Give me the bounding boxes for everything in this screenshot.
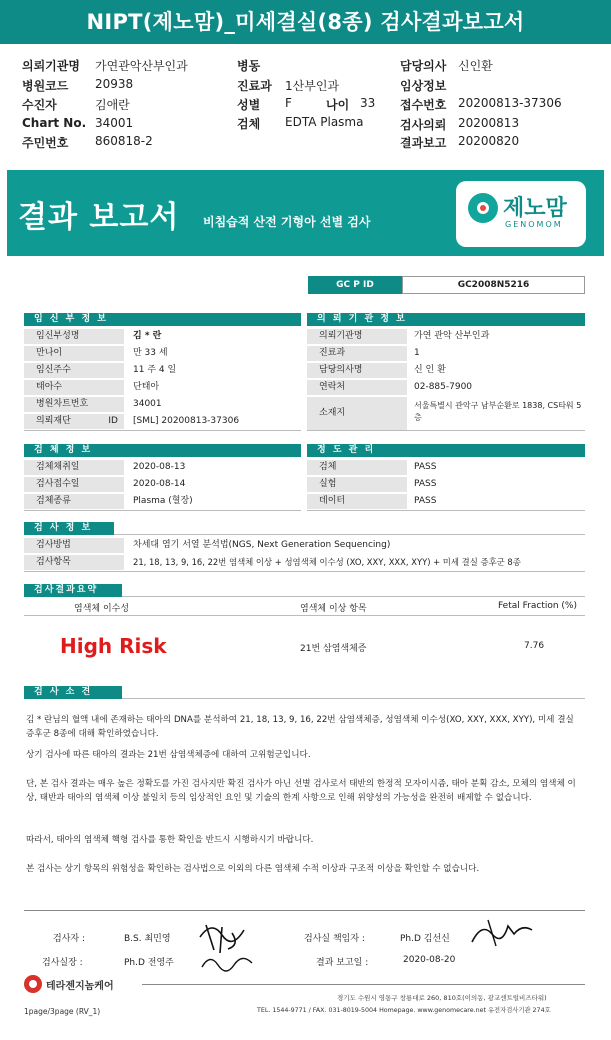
- receipt-no-value: 20200813-37306: [458, 96, 562, 110]
- row-value: 21, 18, 13, 9, 16, 22번 염색체 이상 + 성염색체 이수성 (XO, XXY, XXX, XYY) + 미세 결실 증후군 8종: [133, 557, 521, 567]
- result-item: 21번 삼염색체증: [300, 644, 367, 654]
- row-value: 가연 관악 산부인과: [414, 331, 490, 341]
- chart-no-label: Chart No.: [22, 116, 87, 130]
- department-label: 진료과: [237, 79, 272, 93]
- row-label: 실험: [307, 477, 407, 492]
- report-date-value: 20200820: [458, 134, 520, 148]
- row-value: [SML] 20200813-37306: [133, 416, 240, 426]
- patient-value: 김애란: [95, 98, 130, 112]
- logo-name: 제노맘: [503, 196, 567, 221]
- lab-head-name: Ph.D 전영주: [124, 958, 174, 968]
- tester-label: 검사자 :: [53, 934, 85, 944]
- qc-section-header: 정 도 관 리: [307, 444, 585, 457]
- row-label: 검사방법: [24, 538, 124, 553]
- logo-en: GENOMOM: [505, 220, 563, 229]
- specimen-section-header: 검 체 정 보: [24, 444, 301, 457]
- hospital-name-value: 가연관악산부인과: [95, 59, 188, 73]
- responsible-label: 검사실 책임자 :: [304, 934, 365, 944]
- row-value: 1: [414, 348, 420, 358]
- page-title: NIPT(제노맘)_미세결실(8종) 검사결과보고서: [0, 0, 611, 44]
- row-label: 검사항목: [24, 555, 124, 570]
- banner-title: 결과 보고서: [18, 200, 180, 235]
- finding-paragraph: 김 * 란님의 혈액 내에 존재하는 태아의 DNA를 분석하여 21, 18, 13, 9, 16, 22번 삼염색체증, 성염색체 이수성(XO, XXY, XXX, XYY), 미세 결실 증후군 8종에 대해 확인하였습니다.: [26, 715, 574, 739]
- summary-section-header: 검사결과요약: [24, 584, 122, 597]
- banner-subtitle: 비침습적 산전 기형아 선별 검사: [203, 215, 371, 229]
- age-value: 33: [360, 96, 376, 110]
- findings-section-header: 검 사 소 견: [24, 686, 122, 699]
- fetal-fraction: 7.76: [524, 641, 545, 651]
- hospital-code-value: 20938: [95, 77, 134, 91]
- responsible-name: Ph.D 김선신: [400, 934, 450, 944]
- row-label: 태아수: [24, 380, 124, 395]
- sex-label: 성별: [237, 98, 261, 112]
- row-label: 검체채취일: [24, 460, 124, 475]
- patient-section-header: 임 신 부 정 보: [24, 313, 301, 326]
- summary-col-header: 염색체 이상 항목: [300, 604, 367, 614]
- id-number-value: 860818-2: [95, 134, 153, 148]
- id-number-label: 주민번호: [22, 136, 69, 150]
- receipt-no-label: 접수번호: [400, 98, 447, 112]
- specimen-value: EDTA Plasma: [285, 115, 364, 129]
- ward-label: 병동: [237, 59, 261, 73]
- row-value: 차세대 염기 서열 분석법(NGS, Next Generation Sequencing): [133, 540, 391, 550]
- row-label: 임신주수: [24, 363, 124, 378]
- finding-paragraph: 따라서, 태아의 염색체 핵형 검사를 통한 확인을 반드시 시행하시기 바랍니다.: [26, 835, 314, 845]
- summary-col-header: Fetal Fraction (%): [498, 601, 577, 611]
- signature-responsible: [468, 912, 538, 952]
- row-label: 의뢰기관명: [307, 329, 407, 344]
- patient-label: 수진자: [22, 98, 57, 112]
- row-label: 의뢰재단 ID: [24, 414, 124, 429]
- company-address: 경기도 수원시 영통구 창룡대로 260, 810호(이의동, 광교센트럴비즈타워): [337, 994, 547, 1002]
- row-label: 검체: [307, 460, 407, 475]
- company-contact: TEL. 1544-9771 / FAX. 031-8019-5004 Homepage. www.genomecare.net 유전자검사기관 274호: [257, 1007, 551, 1014]
- row-value: 2020-08-13: [133, 462, 186, 472]
- hospital-code-label: 병원코드: [22, 79, 69, 93]
- institution-section-header: 의 뢰 기 관 정 보: [307, 313, 585, 326]
- row-value: 신 인 환: [414, 365, 446, 375]
- row-label: 진료과: [307, 346, 407, 361]
- signature-tester: [192, 915, 262, 975]
- finding-paragraph: 상기 검사에 따른 태아의 결과는 21번 삼염색체증에 대하여 고위험군입니다.: [26, 750, 311, 760]
- finding-paragraph: 단, 본 검사 결과는 매우 높은 정확도를 가진 검사지만 확진 검사가 아닌 선별 검사로서 태반의 한정적 모자이시즘, 태아 분획 감소, 모체의 염색체 이상, 태반과 태아의 염색체 이상 불일치 등의 임상적인 요인 및 기술의 한계 사항으로 인해 위양성의 가능성을 완전히 배제할 수 없습니다.: [26, 779, 576, 803]
- row-label: 검체종류: [24, 494, 124, 509]
- result-badge: High Risk: [60, 634, 167, 658]
- request-date-value: 20200813: [458, 116, 520, 130]
- sex-value: F: [285, 96, 292, 110]
- report-date-value: 2020-08-20: [403, 955, 456, 965]
- row-value: PASS: [414, 462, 437, 472]
- row-value: 서울특별시 관악구 남부순환로 1838, CS타워 5층: [414, 401, 582, 422]
- hospital-name-label: 의뢰기관명: [22, 59, 80, 73]
- report-date-label: 결과보고: [400, 136, 447, 150]
- lab-head-label: 검사실장 :: [42, 958, 83, 968]
- department-value: 1산부인과: [285, 79, 340, 93]
- row-value: 김 * 란: [133, 331, 162, 341]
- row-label: 만나이: [24, 346, 124, 361]
- row-value: PASS: [414, 496, 437, 506]
- doctor-value: 신인환: [458, 59, 493, 73]
- row-value: 11 주 4 일: [133, 365, 177, 375]
- gc-pid-label: GC P ID: [308, 276, 402, 294]
- row-value: 02-885-7900: [414, 382, 473, 392]
- summary-col-header: 염색체 이수성: [74, 604, 130, 614]
- row-label: 검사접수일: [24, 477, 124, 492]
- row-label: 소재지: [307, 397, 407, 430]
- test-section-header: 검 사 정 보: [24, 522, 114, 535]
- page-number: 1page/3page (RV_1): [24, 1007, 101, 1016]
- specimen-label: 검체: [237, 117, 261, 131]
- report-date-label: 결과 보고일 :: [316, 958, 369, 968]
- row-value: 34001: [133, 399, 162, 409]
- row-label: 임신부성명: [24, 329, 124, 344]
- row-label: 병원차트번호: [24, 397, 124, 412]
- row-value: 단태아: [133, 382, 160, 392]
- row-label: 담당의사명: [307, 363, 407, 378]
- row-value: Plasma (혈장): [133, 496, 193, 506]
- row-label: 연락처: [307, 380, 407, 395]
- row-value: 만 33 세: [133, 348, 168, 358]
- clinical-info-label: 임상정보: [400, 79, 447, 93]
- tester-name: B.S. 최민영: [124, 934, 171, 944]
- gc-pid-value: GC2008N5216: [402, 276, 585, 294]
- doctor-label: 담당의사: [400, 59, 447, 73]
- finding-paragraph: 본 검사는 상기 항목의 위험성을 확인하는 검사법으로 이외의 다른 염색체 수적 이상과 구조적 이상을 확인할 수 없습니다.: [26, 864, 480, 874]
- row-value: 2020-08-14: [133, 479, 186, 489]
- company-name: 테라젠지놈케어: [46, 981, 114, 992]
- chart-no-value: 34001: [95, 116, 134, 130]
- row-value: PASS: [414, 479, 437, 489]
- age-label: 나이: [326, 98, 350, 112]
- request-date-label: 검사의뢰: [400, 118, 447, 132]
- row-label: 데이터: [307, 494, 407, 509]
